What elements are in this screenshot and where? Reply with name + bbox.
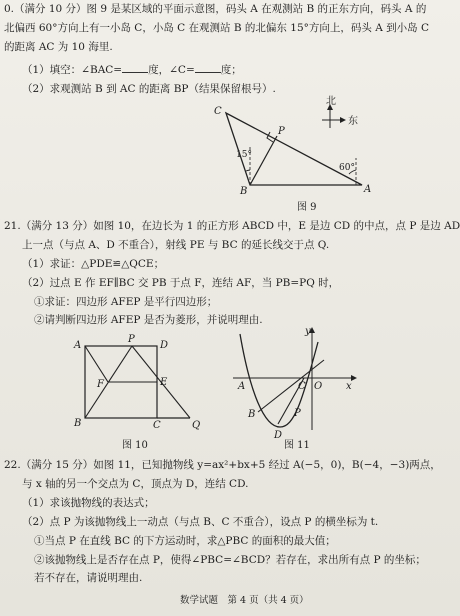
figure-11 (228, 322, 368, 440)
label-f: F (97, 379, 104, 390)
q22-line-2: 与 x 轴的另一个交点为 C，顶点为 D，连结 CD. (22, 478, 249, 490)
point-c-label: C (298, 381, 306, 392)
q20-part-2: （2）求观测站 B 到 AC 的距离 BP（结果保留根号）. (22, 83, 276, 95)
triangle-abc (226, 113, 362, 185)
east-label: 东 (348, 116, 358, 127)
q22-part-2a: ①当点 P 在直线 BC 的下方运动时，求△PBC 的面积的最大值； (34, 535, 336, 547)
q21-part-2a: ①求证：四边形 AFEP 是平行四边形； (34, 296, 218, 308)
label-p: P (128, 334, 135, 345)
label-c: C (153, 420, 161, 431)
segment-bp (250, 136, 277, 185)
axis-y-label: y (305, 326, 311, 337)
q22-part-2: （2）点 P 为该抛物线上一动点（与点 B、C 不重合），设点 P 的横坐标为 t. (22, 516, 379, 528)
point-c-label: C (214, 106, 222, 117)
figure-10-caption: 图 10 (122, 440, 148, 451)
q20-line-3: 的距离 AC 为 10 海里. (4, 41, 113, 53)
segment-af (85, 346, 108, 382)
label-q: Q (192, 420, 201, 431)
q20-line-2: 北偏西 60°方向上有一小岛 C，小岛 C 在观测站 B 的北偏东 15°方向上，码头 A 到小岛 C (4, 22, 429, 34)
north-label: 北 (326, 96, 336, 107)
point-p-label: P (294, 408, 301, 419)
label-d: D (160, 340, 169, 351)
point-a-label: A (238, 381, 246, 392)
figure-11-caption: 图 11 (284, 440, 310, 451)
q21-part-1: （1）求证：△PDE≌△QCE； (22, 258, 165, 270)
point-d-label: D (274, 430, 283, 440)
angle-60-label: 60° (339, 163, 355, 173)
figure-9 (0, 0, 460, 220)
axis-x-label: x (346, 381, 352, 392)
label-e: E (160, 377, 168, 388)
origin-label: O (314, 381, 323, 392)
point-b-label: B (248, 409, 256, 420)
q20-line-1: 0.（满分 10 分）图 9 是某区域的平面示意图，码头 A 在观测站 B 的正东方向，码头 A 的 (4, 3, 427, 15)
q20-part-1-c: 度； (220, 64, 242, 76)
q21-line-1: 21.（满分 13 分）如图 10，在边长为 1 的正方形 ABCD 中，E 是边 CD 的中点，点 P 是边 AD (4, 220, 460, 232)
point-a-label: A (364, 184, 372, 195)
figure-10 (0, 330, 230, 440)
angle-15-label: 15° (236, 150, 252, 160)
page-footer: 数学试题 第 4 页（共 4 页） (180, 595, 309, 606)
compass-icon (322, 104, 346, 128)
q21-line-2: 上一点（与点 A、D 不重合），射线 PE 与 BC 的延长线交于点 Q. (22, 239, 330, 251)
point-p-label: P (278, 126, 285, 137)
x-axis-arrow-icon (351, 375, 357, 381)
q20-part-1-a: （1）填空：∠BAC= (22, 64, 123, 76)
label-a: A (74, 340, 82, 351)
q21-part-2: （2）过点 E 作 EF∥BC 交 PB 于点 F，连结 AF，当 PB=PQ 时， (22, 277, 340, 289)
q21-part-2b: ②请判断四边形 AFEP 是否为菱形，并说明理由. (34, 314, 263, 326)
point-b-label: B (240, 186, 248, 197)
figure-9-caption: 图 9 (297, 202, 317, 213)
q20-part-1-b: 度，∠C= (148, 64, 195, 76)
q22-part-1: （1）求该抛物线的表达式； (22, 497, 155, 509)
q22-part-2b: ②该抛物线上是否存在点 P，使得∠PBC=∠BCD？若存在，求出所有点 P 的坐标； (34, 554, 426, 566)
q22-part-2c: 若不存在，请说明理由. (34, 572, 143, 584)
angle-arc-b (246, 170, 250, 171)
q22-line-1: 22.（满分 15 分）如图 11，已知抛物线 y=ax²+bx+5 经过 A(−5，0)，B(−4，−3)两点， (4, 459, 441, 471)
label-b: B (74, 418, 82, 429)
